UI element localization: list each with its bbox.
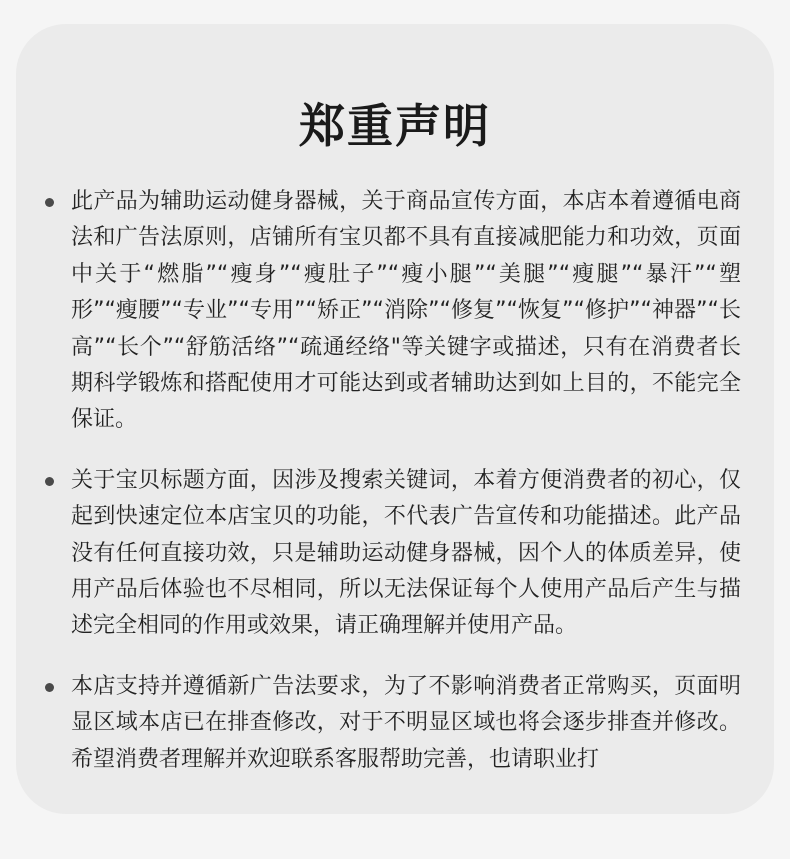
bullet-dot-icon xyxy=(45,683,54,692)
statement-list xyxy=(16,184,774,802)
statement-item xyxy=(16,184,774,439)
statement-item xyxy=(16,669,774,778)
statement-item-text: 本店支持并遵循新广告法要求，为了不影响消费者正常购买，页面明显区域本店已在排查修改，对于不明显区域也将会逐步排查并修改。希望消费者理解并欢迎联系客服帮助完善，也请职业打 xyxy=(71,673,741,772)
statement-item-text: 关于宝贝标题方面，因涉及搜索关键词，本着方便消费者的初心，仅起到快速定位本店宝贝的功能，不代表广告宣传和功能描述。此产品没有任何直接功效，只是辅助运动健身器械，因个人的体质差异，使用产品后体验也不尽相同，所以无法保证每个人使用产品后产生与描述完全相同的作用或效果，请正确理解并使用产品。 xyxy=(71,467,741,639)
bullet-dot-icon xyxy=(45,477,54,486)
statement-item xyxy=(16,463,774,645)
statement-item-text: 此产品为辅助运动健身器械，关于商品宣传方面，本店本着遵循电商法和广告法原则，店铺所有宝贝都不具有直接减肥能力和功效，页面中关于“燃脂”“瘦身”“瘦肚子”“瘦小腿”“美腿”“瘦腿”“暴汗”“塑形”“瘦腰”“专业”“专用”“矫正”“消除”“修复”“恢复”“修护”“神器”“长高”“长个”“舒筋活络”“疏通经络"等关键字或描述，只有在消费者长期科学锻炼和搭配使用才可能达到或者辅助达到如上目的，不能完全保证。 xyxy=(71,189,741,433)
statement-title: 郑重声明 xyxy=(299,99,491,153)
statement-card xyxy=(16,24,774,814)
bullet-dot-icon xyxy=(45,198,54,207)
